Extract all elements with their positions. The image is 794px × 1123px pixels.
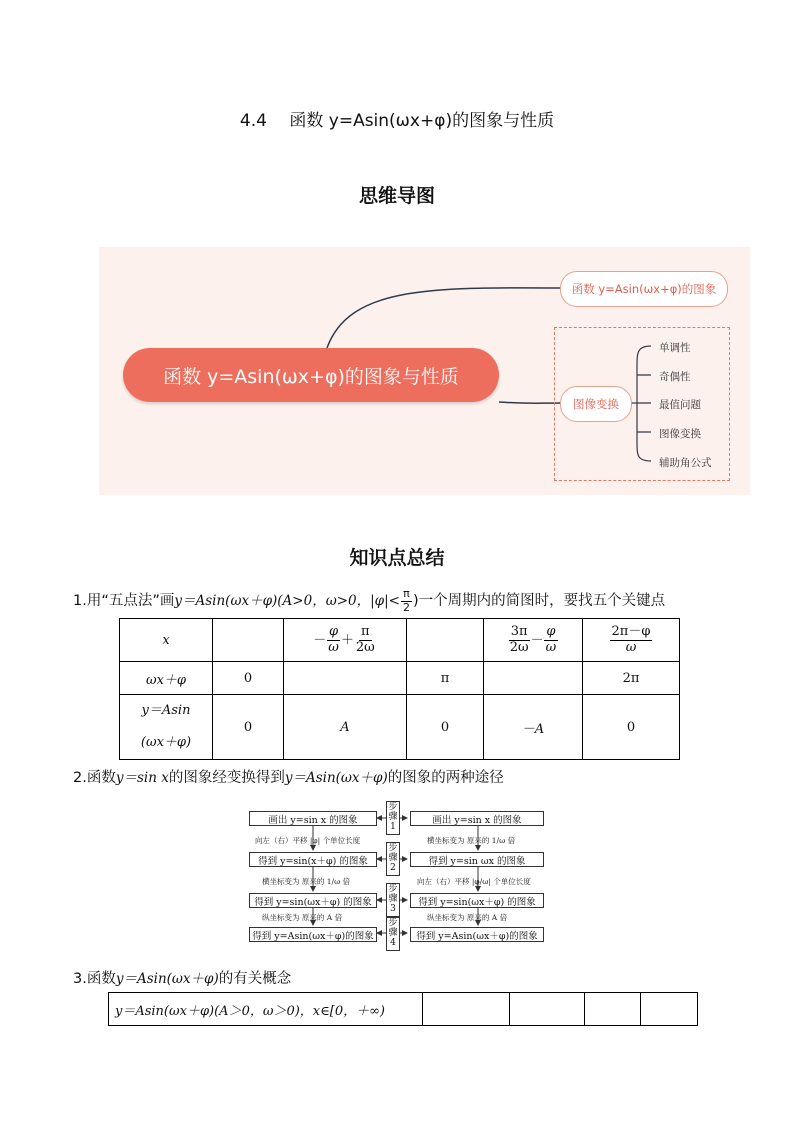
frac-den: 2ω (509, 639, 529, 655)
mindmap-heading: 思维导图 (358, 185, 435, 207)
point-2-text-c: 的图象的两种途径 (387, 770, 504, 786)
minus-sign: － (313, 632, 327, 648)
concept-blank-cell (510, 993, 585, 1026)
point-3 (73, 967, 291, 988)
point-1-text: 1.用“五点法”画 (73, 593, 175, 610)
flow-right-note-2: 向左（右）平移 |φ/ω| 个单位长度 (417, 877, 531, 886)
frac-den: 2 (402, 600, 410, 614)
row-label-x: x (120, 619, 213, 662)
flow-right-note-3: 纵坐标变为 原来的 A 倍 (427, 913, 508, 922)
concept-formula-cell: y＝Asin(ωx＋φ)(A＞0，ω＞0)，x∈[0，＋∞) (109, 993, 423, 1026)
flow-left-note-2: 横坐标变为 原来的 1/ω 倍 (262, 877, 351, 886)
frac-num: π (361, 623, 370, 639)
frac-num: π (403, 587, 410, 600)
flow-right-box-4: 得到 y=Asin(ωx＋φ)的图象 (410, 927, 544, 942)
phase-cell: 0 (213, 662, 284, 695)
summary-heading: 知识点总结 (349, 547, 445, 569)
branch-graph: 函数 y=Asin(ωx+φ)的图象 (560, 271, 728, 307)
flow-step-4: 步骤4 (386, 917, 400, 951)
flow-right-box-3: 得到 y=sin(ωx＋φ) 的图象 (410, 893, 544, 908)
frac-den: 2ω (355, 639, 375, 655)
y-cell: A (284, 695, 407, 760)
frac-num: φ (329, 623, 339, 639)
flow-left-note-3: 纵坐标变为 原来的 A 倍 (262, 913, 343, 922)
flow-left-box-3: 得到 y=sin(ωx＋φ) 的图象 (249, 893, 377, 908)
branch-transform: 图像变换 (560, 386, 632, 422)
y-cell: 0 (407, 695, 484, 760)
flow-right-box-2: 得到 y=sin ωx 的图象 (410, 852, 544, 867)
concept-table (108, 992, 698, 1026)
leaf-transform: 图像变换 (659, 428, 701, 440)
minus-sign: － (530, 632, 544, 648)
point-3-formula: y＝Asin(ωx＋φ) (115, 971, 219, 987)
leaf-parity: 奇偶性 (659, 371, 691, 383)
frac-den: ω (328, 639, 339, 655)
flow-left-box-1: 画出 y=sin x 的图象 (249, 811, 377, 826)
point-1-text-end: )一个周期内的简图时，要找五个关键点 (412, 593, 666, 610)
row-label-y-line2: (ωx＋φ) (140, 735, 192, 750)
leaf-auxiliary-angle: 辅助角公式 (659, 457, 712, 469)
plus-sign: ＋ (340, 632, 354, 648)
flow-left-box-2: 得到 y=sin(x＋φ) 的图象 (249, 852, 377, 867)
central-topic: 函数 y=Asin(ωx+φ)的图象与性质 (123, 348, 499, 402)
frac-num: 2π－φ (611, 623, 651, 639)
frac-den: ω (545, 639, 557, 655)
point-2-text-b: 的图象经变换得到 (168, 770, 285, 786)
flow-right-note-1: 横坐标变为 原来的 1/ω 倍 (427, 836, 516, 845)
phase-cell: 2π (583, 662, 680, 695)
document-title: 4.4 函数 y=Asin(ωx+φ)的图象与性质 (239, 111, 555, 131)
frac-num: φ (546, 623, 556, 639)
flow-left-note-1: 向左（右）平移 |φ| 个单位长度 (255, 836, 361, 845)
flow-step-3: 步骤3 (386, 883, 400, 917)
concept-blank-cell (423, 993, 510, 1026)
y-cell: －A (484, 695, 583, 760)
point-2-formula-a: y＝sin x (115, 770, 169, 786)
point-3-text: 3.函数 (73, 971, 116, 987)
frac-num: 3π (510, 623, 528, 639)
frac-den: ω (625, 639, 637, 655)
concept-blank-cell (641, 993, 698, 1026)
phase-cell: π (407, 662, 484, 695)
point-2-formula-b: y＝Asin(ωx＋φ) (284, 770, 388, 786)
row-label-y-line1: y＝Asin (141, 703, 191, 718)
row-label-phase: ωx＋φ (120, 662, 213, 695)
leaf-extrema: 最值问题 (659, 399, 701, 411)
leaf-monotonicity: 单调性 (659, 342, 691, 354)
point-1-formula: y＝Asin(ωx＋φ)(A>0，ω>0，|φ|< (174, 593, 400, 610)
concept-blank-cell (585, 993, 641, 1026)
y-cell: 0 (583, 695, 680, 760)
flow-step-1: 步骤1 (386, 801, 400, 835)
table-row (109, 993, 698, 1026)
flow-left-box-4: 得到 y=Asin(ωx＋φ)的图象 (249, 927, 377, 942)
point-3-text-b: 的有关概念 (218, 971, 292, 987)
flow-right-box-1: 画出 y=sin x 的图象 (410, 811, 544, 826)
point-2-text: 2.函数 (73, 770, 116, 786)
flow-step-2: 步骤2 (386, 842, 400, 876)
y-cell: 0 (213, 695, 284, 760)
